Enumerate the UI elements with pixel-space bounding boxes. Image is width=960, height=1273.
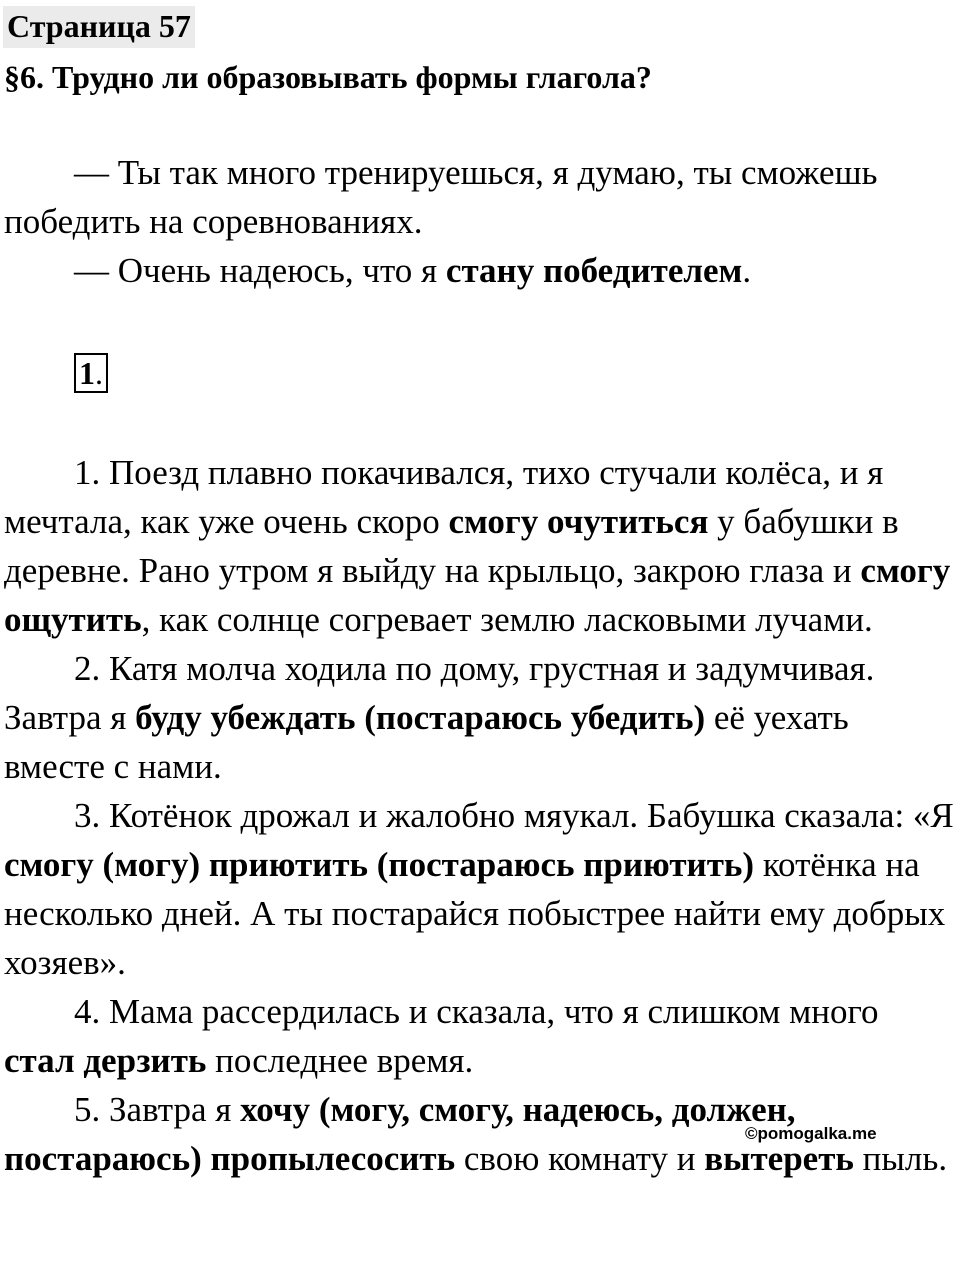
watermark: ©pomogalka.me <box>745 1124 877 1143</box>
p4-bold-b: стал дерзить <box>4 1041 207 1080</box>
p5-text-e: пыль. <box>853 1139 948 1178</box>
dialog-emphasis: стану победителем <box>445 251 743 290</box>
dialog-line-1 <box>4 148 954 246</box>
p5-bold-d: вытереть <box>704 1139 854 1178</box>
p4-text-c: последнее время. <box>206 1041 474 1080</box>
dialog-line-2-text: — Очень надеюсь, что я <box>74 251 446 290</box>
p3-text-c: котёнка на несколько дней. А ты постарайся побыстрее найти ему добрых хозяев». <box>4 845 946 982</box>
task-number-value: 1 <box>79 355 95 391</box>
p1-text-e: , как солнце согревает землю ласковыми лучами. <box>141 600 873 639</box>
p5-bold-b: хочу (могу, смогу, надеюсь, должен, постараюсь) пропылесосить <box>4 1090 796 1178</box>
p2-text-c: её уехать вместе с нами. <box>4 698 849 786</box>
p1-bold-d: смогу ощутить <box>4 551 951 639</box>
dialog-line-1-text: — Ты так много тренируешься, я думаю, ты сможешь победить на соревнованиях. <box>4 153 878 241</box>
paragraph-2 <box>4 644 954 791</box>
p4-text-a: 4. Мама рассердилась и сказала, что я слишком много <box>74 992 879 1031</box>
answer-text <box>4 448 954 1183</box>
dialog-line-2-end: . <box>742 251 752 290</box>
p5-text-c: свою комнату и <box>455 1139 705 1178</box>
dialog-block <box>4 148 954 295</box>
paragraph-1 <box>4 448 954 644</box>
p5-text-a: 5. Завтра я <box>74 1090 241 1129</box>
page-label: Страница 57 <box>3 6 195 48</box>
p2-bold-b: буду убеждать (постараюсь убедить) <box>135 698 706 737</box>
p3-bold-b: смогу (могу) приютить (постараюсь приютить) <box>4 845 755 884</box>
p3-text-a: 3. Котёнок дрожал и жалобно мяукал. Бабушка сказала: «Я <box>74 796 954 835</box>
paragraph-3 <box>4 791 954 987</box>
task-number <box>74 353 108 393</box>
p1-bold-b: смогу очутиться <box>448 502 709 541</box>
dialog-line-2 <box>4 246 954 295</box>
task-number-suffix: . <box>95 355 103 391</box>
p1-text-a: 1. Поезд плавно покачивался, тихо стучали колёса, и я мечтала, как уже очень скоро <box>4 453 884 541</box>
section-title: §6. Трудно ли образовывать формы глагола? <box>4 59 652 95</box>
paragraph-4 <box>4 987 954 1085</box>
p2-text-a: 2. Катя молча ходила по дому, грустная и задумчивая. Завтра я <box>4 649 875 737</box>
p1-text-c: у бабушки в деревне. Рано утром я выйду на крыльцо, закрою глаза и <box>4 502 899 590</box>
task-number-box <box>74 353 108 393</box>
